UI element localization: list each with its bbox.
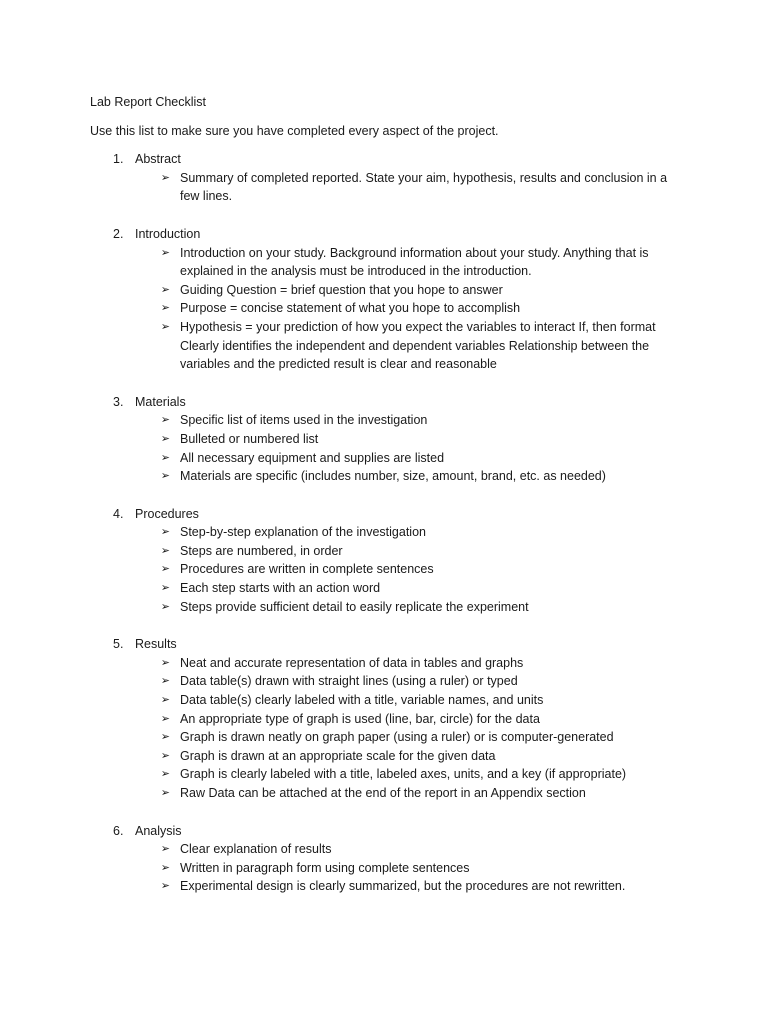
list-item-text: Data table(s) clearly labeled with a title, variable names, and units [180,693,544,708]
list-item-text: Materials are specific (includes number, size, amount, brand, etc. as needed) [180,469,606,484]
list-item [90,542,698,561]
document-intro: Use this list to make sure you have completed every aspect of the project. [90,123,499,138]
section-bullet-list [90,244,698,374]
list-item-text: All necessary equipment and supplies are listed [180,450,445,465]
section-heading [90,635,698,654]
section-heading [90,225,698,244]
checklist-section [90,225,698,374]
section-number-text: 2. [113,226,124,241]
list-item-text: Neat and accurate representation of data in tables and graphs [180,655,524,670]
arrow-bullet-icon: ➢ [160,711,170,725]
list-item [90,840,698,859]
section-number [90,822,135,841]
list-item [90,710,698,729]
section-number-text: 1. [113,152,124,167]
list-item-text: Steps are numbered, in order [180,543,343,558]
list-item-text: Bulleted or numbered list [180,431,319,446]
section-heading [90,150,698,169]
arrow-bullet-icon: ➢ [160,319,170,333]
list-item [90,654,698,673]
list-item [90,467,698,486]
section-title: Introduction [135,226,201,241]
list-item-text: An appropriate type of graph is used (line, bar, circle) for the data [180,711,540,726]
arrow-bullet-icon: ➢ [160,543,170,557]
section-heading [90,822,698,841]
arrow-bullet-icon: ➢ [160,786,170,799]
checklist-section [90,505,698,617]
arrow-bullet-icon: ➢ [160,170,170,184]
list-item [90,281,698,300]
arrow-bullet-icon: ➢ [160,767,170,781]
arrow-bullet-icon: ➢ [160,879,170,893]
list-item [90,598,698,617]
section-heading [90,505,698,524]
checklist-sections [90,150,698,896]
arrow-bullet-icon: ➢ [160,413,170,427]
section-number [90,225,135,244]
list-item-text: Graph is clearly labeled with a title, labeled axes, units, and a key (if appropriate) [180,767,627,782]
arrow-bullet-icon: ➢ [160,655,170,669]
section-bullet-list [90,169,698,206]
list-item-text: Summary of completed reported. State your aim, hypothesis, results and conclusion in a few lines. [180,170,668,204]
list-item [90,859,698,878]
section-number [90,505,135,524]
arrow-bullet-icon: ➢ [160,581,170,595]
list-item [90,430,698,449]
list-item [90,672,698,691]
section-bullet-list [90,654,698,803]
section-heading [90,393,698,412]
list-item [90,169,698,206]
arrow-bullet-icon: ➢ [160,748,170,762]
list-item-text: Raw Data can be attached at the end of the report in an Appendix section [180,786,586,800]
section-bullet-list [90,523,698,616]
list-item [90,784,698,803]
list-item-text: Specific list of items used in the investigation [180,413,428,428]
section-title: Analysis [135,823,182,838]
section-number [90,150,135,169]
section-title: Results [135,637,177,652]
list-item-text: Data table(s) drawn with straight lines (using a ruler) or typed [180,674,518,689]
arrow-bullet-icon: ➢ [160,693,170,707]
section-number-text: 5. [113,637,124,652]
section-title: Abstract [135,152,181,167]
arrow-bullet-icon: ➢ [160,245,170,259]
list-item [90,765,698,784]
section-number-text: 6. [113,823,124,838]
arrow-bullet-icon: ➢ [160,562,170,576]
list-item-text: Experimental design is clearly summarized, but the procedures are not rewritten. [180,879,626,894]
section-number [90,393,135,412]
section-title: Procedures [135,506,199,521]
section-title: Materials [135,394,186,409]
checklist-section [90,635,698,802]
list-item [90,318,698,374]
list-item-text: Introduction on your study. Background information about your study. Anything that is explained in the analysis must be introduced in the introduction. [180,245,649,279]
arrow-bullet-icon: ➢ [160,450,170,464]
arrow-bullet-icon: ➢ [160,730,170,744]
list-item-text: Steps provide sufficient detail to easily replicate the experiment [180,599,529,614]
arrow-bullet-icon: ➢ [160,431,170,445]
list-item-text: Graph is drawn neatly on graph paper (using a ruler) or is computer-generated [180,730,614,745]
list-item-text: Hypothesis = your prediction of how you expect the variables to interact If, then format Clearly identifies the independent and dependent variables Relationship between the variables and the predicted result is clear and reasonable [180,319,656,372]
list-item [90,877,698,896]
list-item-text: Purpose = concise statement of what you hope to accomplish [180,301,521,316]
arrow-bullet-icon: ➢ [160,674,170,688]
list-item [90,411,698,430]
section-number-text: 3. [113,394,124,409]
list-item [90,728,698,747]
list-item-text: Step-by-step explanation of the investigation [180,525,426,540]
list-item-text: Graph is drawn at an appropriate scale for the given data [180,748,496,763]
section-number [90,635,135,654]
document-title: Lab Report Checklist [90,95,207,109]
list-item-text: Clear explanation of results [180,842,332,857]
list-item [90,299,698,318]
section-bullet-list [90,840,698,896]
arrow-bullet-icon: ➢ [160,860,170,874]
list-item-text: Guiding Question = brief question that you hope to answer [180,282,503,297]
list-item-text: Each step starts with an action word [180,581,381,596]
arrow-bullet-icon: ➢ [160,842,170,856]
list-item [90,244,698,281]
checklist-section [90,150,698,206]
list-item [90,560,698,579]
list-item [90,449,698,468]
arrow-bullet-icon: ➢ [160,469,170,483]
list-item [90,579,698,598]
list-item [90,691,698,710]
arrow-bullet-icon: ➢ [160,301,170,315]
arrow-bullet-icon: ➢ [160,282,170,296]
list-item-text: Written in paragraph form using complete sentences [180,860,470,875]
list-item [90,747,698,766]
arrow-bullet-icon: ➢ [160,525,170,539]
list-item-text: Procedures are written in complete sentences [180,562,434,577]
section-bullet-list [90,411,698,485]
section-number-text: 4. [113,506,124,521]
checklist-section [90,393,698,486]
list-item [90,523,698,542]
checklist-section [90,822,698,896]
arrow-bullet-icon: ➢ [160,599,170,613]
